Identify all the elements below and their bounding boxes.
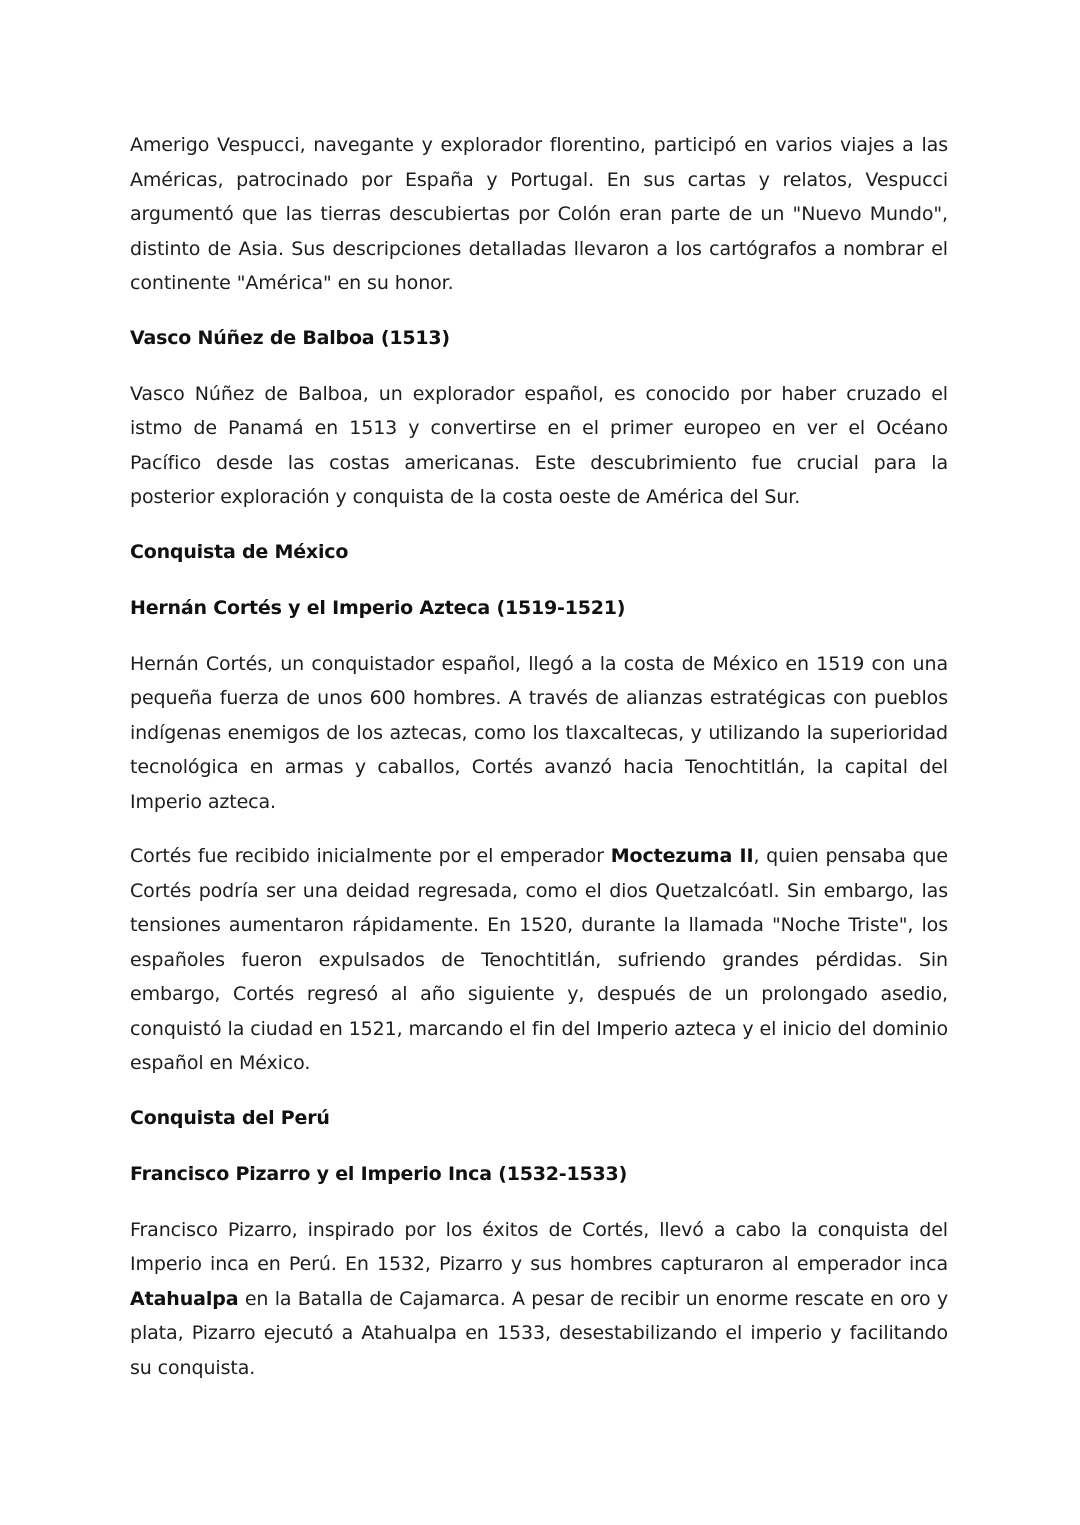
heading-cortes-azteca: Hernán Cortés y el Imperio Azteca (1519-1521) [130,596,626,619]
heading-balboa: Vasco Núñez de Balboa (1513) [130,326,450,349]
paragraph-vespucci [130,128,948,301]
paragraph-cortes-moctezuma [130,839,948,1081]
paragraph-balboa [130,377,948,515]
text-run: Amerigo Vespucci, navegante y explorador florentino, participó en varios viajes a las Américas, patrocinado por España y Portugal. En sus cartas y relatos, Vespucci argumentó que las tierras descubiertas por Colón eran parte de un "Nuevo Mundo", distinto de Asia. Sus descripciones detalladas llevaron a los cartógrafos a nombrar el continente "América" en su honor. [130,134,948,294]
bold-name-atahualpa: Atahualpa [130,1287,239,1310]
text-run: en la Batalla de Cajamarca. A pesar de recibir un enorme rescate en oro y plata, Pizarro ejecutó a Atahualpa en 1533, desestabilizando el imperio y facilitando su conquista. [130,1287,948,1379]
text-run: Vasco Núñez de Balboa, un explorador español, es conocido por haber cruzado el istmo de Panamá en 1513 y convertirse en el primer europeo en ver el Océano Pacífico desde las costas americanas. Este descubrimiento fue crucial para la posterior exploración y conquista de la costa oeste de América del Sur. [130,382,948,508]
text-run: Cortés fue recibido inicialmente por el emperador [130,845,611,867]
text-run: Hernán Cortés, un conquistador español, llegó a la costa de México en 1519 con una pequeña fuerza de unos 600 hombres. A través de alianzas estratégicas con pueblos indígenas enemigos de los aztecas, como los tlaxcaltecas, y utilizando la superioridad tecnológica en armas y caballos, Cortés avanzó hacia Tenochtitlán, la capital del Imperio azteca. [130,652,948,813]
paragraph-pizarro [130,1213,948,1386]
text-run: , quien pensaba que Cortés podría ser una deidad regresada, como el dios Quetzalcóatl. Sin embargo, las tensiones aumentaron rápidamente. En 1520, durante la llamada "Noche Triste", los españoles fueron expulsados de Tenochtitlán, sufriendo grandes pérdidas. Sin embargo, Cortés regresó al año siguiente y, después de un prolongado asedio, conquistó la ciudad en 1521, marcando el fin del Imperio azteca y el inicio del dominio español en México. [130,845,949,1074]
heading-conquista-mexico: Conquista de México [130,540,349,563]
heading-conquista-peru: Conquista del Perú [130,1106,330,1129]
bold-name-moctezuma: Moctezuma II [610,845,754,867]
paragraph-cortes-llegada [130,647,948,820]
heading-pizarro-inca: Francisco Pizarro y el Imperio Inca (1532-1533) [130,1162,628,1185]
document-page [130,128,948,1405]
text-run: Francisco Pizarro, inspirado por los éxitos de Cortés, llevó a cabo la conquista del Imperio inca en Perú. En 1532, Pizarro y sus hombres capturaron al emperador inca [130,1218,948,1275]
